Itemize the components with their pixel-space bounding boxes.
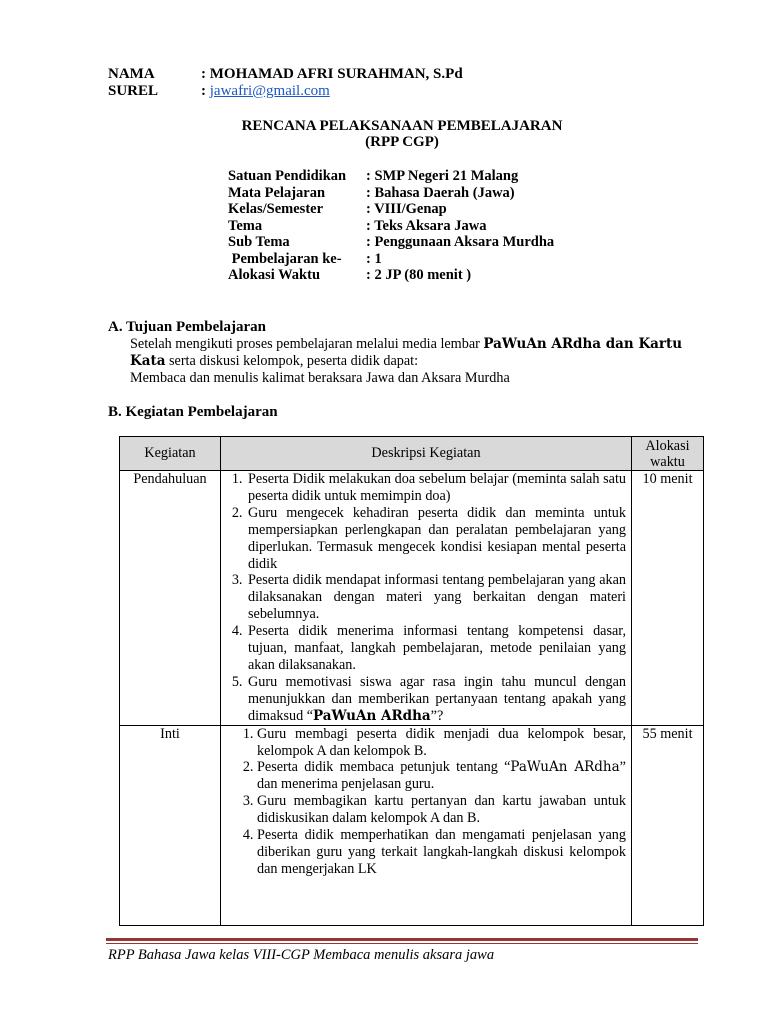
activity-list [221, 471, 631, 725]
media-name: PaWuAn ARdha [510, 759, 620, 776]
document-subtitle: (RPP CGP) [365, 134, 439, 150]
section-a-line: Membaca dan menulis kalimat beraksara Jawa dan Aksara Murdha [130, 370, 510, 386]
kegiatan-table [119, 436, 704, 926]
section-a-text: Setelah mengikuti proses pembelajaran melalui media lembar [130, 336, 484, 352]
list-item: 4. Peserta didik memperhatikan dan mengamati penjelasan yang diberikan guru yang terkait langkah-langkah diskusi kelompok dan mengerjakan LK [257, 827, 626, 878]
identity-label: Satuan Pendidikan [228, 168, 347, 184]
document-title: RENCANA PELAKSANAAN PEMBELAJARAN [241, 118, 563, 134]
section-a-text: serta diskusi kelompok, peserta didik dapat: [165, 353, 419, 369]
list-item [257, 759, 626, 793]
list-item: 4. Peserta didik menerima informasi tentang kompetensi dasar, tujuan, manfaat, langkah pembelajaran, metode penilaian yang akan dilaksanakan. [246, 623, 626, 674]
identity-value: : VIII/Genap [366, 201, 447, 217]
nama-label: NAMA [108, 66, 155, 82]
identity-value: : SMP Negeri 21 Malang [366, 168, 519, 184]
email-link[interactable]: jawafri@gmail.com [209, 83, 330, 99]
column-header-alokasi: Alokasi waktu [632, 437, 704, 471]
identity-label: Pembelajaran ke- [228, 250, 342, 267]
list-item [246, 674, 626, 725]
identity-value: : Bahasa Daerah (Jawa) [366, 184, 515, 201]
identity-label: Alokasi Waktu [228, 267, 321, 283]
identity-row [228, 267, 554, 284]
identity-row [228, 251, 554, 268]
column-header-kegiatan: Kegiatan [120, 437, 221, 471]
section-a-line [130, 336, 710, 353]
list-item: 2. Guru mengecek kehadiran peserta didik dan meminta untuk mempersiapkan perlengkapan dan peralatan pembelajaran yang diperlukan. Termasuk mengecek kondisi kesiapan mental peserta didik [246, 505, 626, 573]
deskripsi-cell [221, 471, 632, 726]
footer-divider [106, 938, 698, 941]
kegiatan-cell: Pendahuluan [120, 471, 221, 726]
surel-label: SUREL [108, 83, 159, 99]
media-name: PaWuAn ARdha dan Kartu [483, 336, 683, 352]
table-header-row [120, 437, 704, 471]
list-item-text: ”? [430, 707, 444, 724]
alokasi-cell: 55 menit [632, 725, 704, 925]
identity-value: : Teks Aksara Jawa [366, 217, 487, 234]
identity-label: Tema [228, 217, 263, 234]
identity-value: : 1 [366, 250, 382, 267]
list-item: 3. Guru membagikan kartu pertanyan dan kartu jawaban untuk didiskusikan dalam kelompok A dan B. [257, 793, 626, 827]
identity-value: : 2 JP (80 menit ) [366, 267, 472, 283]
identity-label: Sub Tema [228, 234, 290, 250]
list-item: 3. Peserta didik mendapat informasi tentang pembelajaran yang akan dilaksanakan dengan materi yang berkaitan dengan materi sebelumnya. [246, 572, 626, 623]
section-b-heading: B. Kegiatan Pembelajaran [108, 404, 278, 420]
identity-block [228, 168, 554, 284]
identity-row [228, 185, 554, 202]
surel-colon: : [201, 83, 210, 99]
media-name: Kata [130, 353, 166, 369]
identity-row [228, 168, 554, 185]
deskripsi-cell [221, 725, 632, 925]
section-a-heading: A. Tujuan Pembelajaran [108, 319, 266, 335]
nama-value: : MOHAMAD AFRI SURAHMAN, S.Pd [201, 66, 463, 82]
table-row [120, 725, 704, 925]
section-a-line [130, 353, 710, 370]
identity-label: Mata Pelajaran [228, 184, 326, 201]
section-a-body [130, 336, 710, 387]
activity-list [221, 726, 631, 878]
list-item: 1. Peserta Didik melakukan doa sebelum belajar (meminta salah satu peserta didik untuk memimpin doa) [246, 471, 626, 505]
identity-value: : Penggunaan Aksara Murdha [366, 234, 555, 250]
table-row [120, 471, 704, 726]
identity-label: Kelas/Semester [228, 201, 324, 217]
kegiatan-cell: Inti [120, 725, 221, 925]
page-footer: RPP Bahasa Jawa kelas VIII-CGP Membaca menulis aksara jawa [108, 947, 495, 963]
list-item: 1. Guru membagi peserta didik menjadi dua kelompok besar, kelompok A dan kelompok B. [257, 726, 626, 760]
footer-divider [106, 943, 698, 944]
list-item-text: ” dan menerima penjelasan guru. [257, 759, 626, 793]
identity-row [228, 218, 554, 235]
identity-row [228, 201, 554, 218]
list-item-text: Guru memotivasi siswa agar rasa ingin tahu muncul dengan menunjukkan dan memberikan pertanyaan tentang apakah yang dimaksud “ [248, 673, 626, 724]
media-name: PaWuAn ARdha [313, 707, 431, 724]
identity-row [228, 234, 554, 251]
list-item-text: Peserta didik membaca petunjuk tentang “ [257, 759, 511, 776]
surel-row [201, 83, 330, 100]
column-header-deskripsi: Deskripsi Kegiatan [221, 437, 632, 471]
alokasi-cell: 10 menit [632, 471, 704, 726]
